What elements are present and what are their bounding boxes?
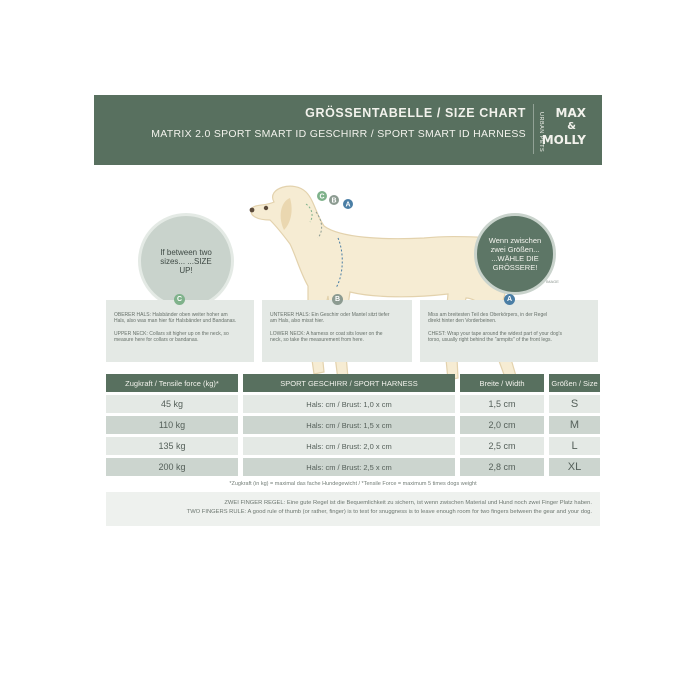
card-lower-neck [262,296,412,362]
cell-harness-measure: Hals: cm / Brust: 2,5 x cm [243,458,455,476]
table-row [106,458,600,476]
card-line: am Hals, also misst hier. [270,318,325,325]
header-tensile-force: Zugkraft / Tensile force (kg)* [106,374,238,392]
choose-larger-bubble [474,213,556,295]
card-line: Miss am breitesten Teil des Oberkörpers, in der Regel [428,312,548,318]
cell-size: M [549,416,600,434]
cell-width: 2,8 cm [460,458,544,476]
table-header-row [106,374,600,392]
card-line: neck, so take the measurement from here. [270,336,364,343]
table-row [106,395,600,413]
cell-tensile-force: 110 kg [106,416,238,434]
logo-word-molly: MOLLY [541,133,586,147]
dog-marker-c-label: C [319,193,325,201]
chart-subtitle: MATRIX 2.0 SPORT SMART ID GESCHIRR / SPORT SMART ID HARNESS [151,128,526,140]
dog-illustration [244,182,536,402]
card-line: CHEST: Wrap your tape around the widest part of your dog's [428,330,562,337]
card-marker-b: B [332,294,343,305]
brand-logo [533,104,590,154]
size-up-bubble [138,213,234,309]
logo-word-and: & [567,121,576,132]
cell-tensile-force: 135 kg [106,437,238,455]
card-line: UNTERER HALS: Ein Geschirr oder Mantel sitzt tiefer [270,312,390,318]
card-marker-c: C [174,294,185,305]
card-line: Hals, also was man hier für Halsbänder und Bandanas. [114,318,237,325]
logo-tagline: URBAN PETS [538,112,544,153]
size-chart-sheet [94,95,602,531]
card-line: LOWER NECK: A harness or coat sits lower on the [270,330,383,337]
rule-english: TWO FINGERS RULE: A good rule of thumb (or rather, finger) is to test for snuggness is to leave enough room for two fingers between the gear and your dog. [186,509,592,515]
card-line: measure here for collars or bandanas. [114,336,199,343]
size-up-text: If between two sizes... ...SIZE UP! [160,247,212,275]
measurement-instructions [106,296,600,362]
card-marker-a: A [504,294,515,305]
cell-size: XL [549,458,600,476]
header-sport-harness: SPORT GESCHIRR / SPORT HARNESS [243,374,455,392]
cell-tensile-force: 200 kg [106,458,238,476]
table-row [106,416,600,434]
cell-harness-measure: Hals: cm / Brust: 1,5 x cm [243,416,455,434]
card-line: torso, usually right behind the "armpits" of the front legs. [428,336,552,343]
dog-marker-c [317,191,327,201]
cell-width: 2,0 cm [460,416,544,434]
card-upper-neck [106,296,254,362]
chart-title: GRÖSSENTABELLE / SIZE CHART [305,106,526,120]
table-row [106,437,600,455]
card-line: OBERER HALS: Halsbänder oben weiter hoher am [114,312,228,318]
choose-larger-text: Wenn zwischen zwei Größen... ...WÄHLE DIE GRÖSSERE! [488,236,542,272]
cell-width: 1,5 cm [460,395,544,413]
dog-marker-a-label: A [345,201,351,209]
header-size: Größen / Size [549,374,600,392]
card-line: UPPER NECK: Collars sit higher up on the neck, so [114,330,229,337]
cell-size: S [549,395,600,413]
cell-tensile-force: 45 kg [106,395,238,413]
two-finger-rule-box [106,492,600,526]
chart-header [94,95,602,165]
cell-harness-measure: Hals: cm / Brust: 1,0 x cm [243,395,455,413]
card-line: direkt hinter den Vorderbeinen. [428,318,497,325]
logo-word-max: MAX [555,106,586,120]
rule-german: ZWEI FINGER REGEL: Eine gute Regel ist die Bequemlichkeit zu sichern, ist wenn zwischen Material und Hund noch zwei Finger Platz haben. [224,500,592,506]
dog-marker-a [343,199,353,209]
dog-marker-b [329,195,339,205]
dog-marker-b-label: B [331,197,337,205]
image-note: IMAGE [546,279,559,284]
tensile-footnote: *Zugkraft (in kg) = maximal das fache Hundegewicht / *Tensile Force = maximum 5 times dogs weight [229,481,477,487]
header-width: Breite / Width [460,374,544,392]
cell-width: 2,5 cm [460,437,544,455]
card-chest [420,296,598,362]
cell-harness-measure: Hals: cm / Brust: 2,0 x cm [243,437,455,455]
cell-size: L [549,437,600,455]
